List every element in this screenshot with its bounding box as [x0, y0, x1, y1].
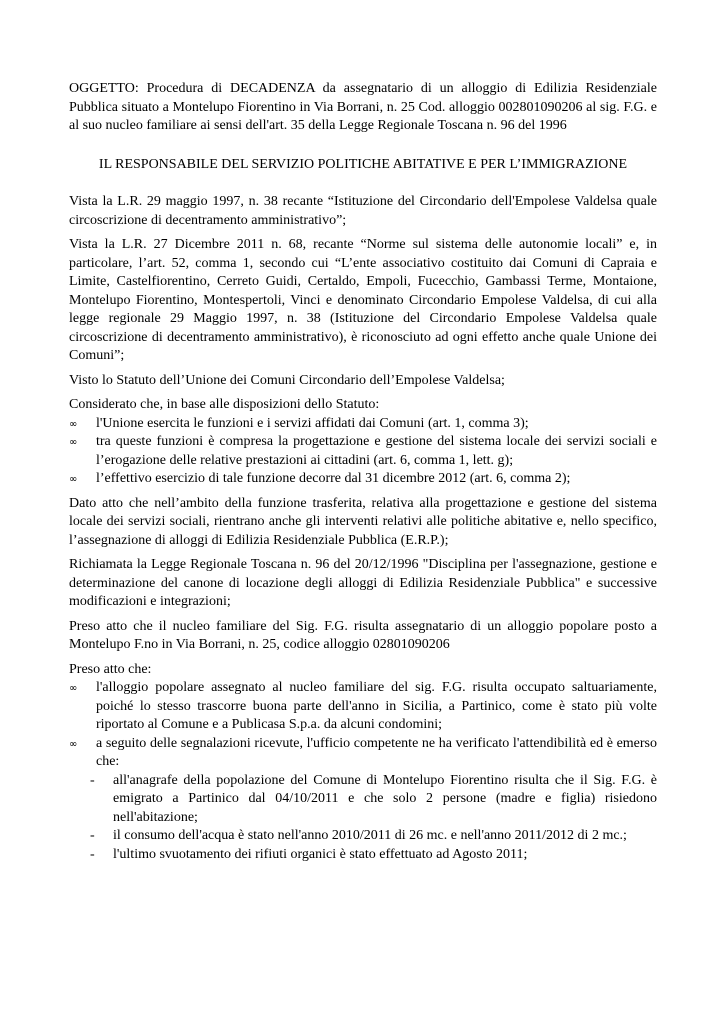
paragraph-richiamata: Richiamata la Legge Regionale Toscana n. 96 del 20/12/1996 "Disciplina per l'assegnazione, gestione e determinazione del canone di locazione degli alloggi di Edilizia Residenziale Pubblica" e successive modificazioni e integrazioni;	[69, 557, 657, 609]
sublist-item	[69, 846, 657, 865]
paragraph-lr-2011: Vista la L.R. 27 Dicembre 2011 n. 68, recante “Norme sul sistema delle autonomie locali” e, in particolare, l’art. 52, comma 1, secondo cui “L’ente associativo costituito dai Comuni di Capraia e Limite, Castelfiorentino, Cerreto Guidi, Certaldo, Empoli, Fucecchio, Gambassi Terme, Montaione, Montelupo Fiorentino, Montespertoli, Vinci e denominato Circondario Empolese Valdelsa, di cui alla legge regionale 29 Maggio 1997, n. 38 (Istituzione del Circondario Empolese Valdelsa quale circoscrizione di decentramento amministrativo), è riconosciuto ad ogni effetto anche quale Unione dei Comuni”;	[69, 237, 657, 363]
list-item	[69, 735, 657, 865]
list-item	[69, 679, 657, 735]
dash-bullet: -	[90, 846, 95, 862]
paragraph-preso-atto: Preso atto che:	[69, 661, 152, 677]
list-item-text: l'alloggio popolare assegnato al nucleo familiare del sig. F.G. risulta occupato saltuariamente, poiché lo stesso trascorre buona parte dell'anno in Sicilia, a Partinico, come è stato più volte riportato al Comune e a Publicasa S.p.a. da alcuni condomini;	[96, 680, 657, 732]
sublist-item	[69, 772, 657, 828]
infinity-bullet-icon: ∞	[69, 418, 78, 430]
paragraph-dato-atto: Dato atto che nell’ambito della funzione trasferita, relativa alla progettazione e gestione del sistema locale dei servizi sociali, rientrano anche gli interventi relativi alle politiche abitative e, nello specifico, l’assegnazione di alloggi di Edilizia Residenziale Pubblica (E.R.P.);	[69, 495, 657, 548]
document-page	[69, 80, 657, 870]
infinity-bullet-icon: ∞	[69, 437, 78, 448]
statuto-list	[69, 415, 657, 489]
list-item	[69, 415, 657, 434]
list-item-text: l'Unione esercita le funzioni e i servizi affidati dai Comuni (art. 1, comma 3);	[96, 415, 529, 431]
verification-sublist	[69, 772, 657, 865]
infinity-bullet-icon: ∞	[69, 738, 78, 750]
infinity-bullet-icon: ∞	[69, 474, 78, 485]
sublist-item-text: l'ultimo svuotamento dei rifiuti organici è stato effettuato ad Agosto 2011;	[113, 846, 528, 862]
sublist-item-text: all'anagrafe della popolazione del Comune di Montelupo Fiorentino risulta che il Sig. F.G. è emigrato a Partinico dal 04/10/2011 e che solo 2 persone (madre e figlia) risiedono nell'abitazione;	[113, 772, 657, 825]
paragraph-considerato: Considerato che, in base alle disposizioni dello Statuto:	[69, 397, 380, 412]
dash-bullet: -	[90, 772, 95, 788]
list-item-text: a seguito delle segnalazioni ricevute, l'ufficio competente ne ha verificato l'attendibilità ed è emerso che:	[96, 735, 657, 769]
findings-list	[69, 679, 657, 864]
dash-bullet: -	[90, 828, 95, 843]
infinity-bullet-icon: ∞	[69, 683, 78, 694]
list-item	[69, 433, 657, 470]
paragraph-lr-1997: Vista la L.R. 29 maggio 1997, n. 38 recante “Istituzione del Circondario dell'Empolese Valdelsa quale circoscrizione di decentramento amministrativo”;	[69, 194, 657, 228]
list-item-text: l’effettivo esercizio di tale funzione decorre dal 31 dicembre 2012 (art. 6, comma 2);	[96, 471, 571, 486]
document-heading: IL RESPONSABILE DEL SERVIZIO POLITICHE ABITATIVE E PER L’IMMIGRAZIONE	[98, 156, 628, 172]
list-item	[69, 470, 657, 489]
subject-paragraph: OGGETTO: Procedura di DECADENZA da assegnatario di un alloggio di Edilizia Residenziale Pubblica situato a Montelupo Fiorentino in Via Borrani, n. 25 Cod. alloggio 002801090206 al sig. F.G. e al suo nucleo familiare ai sensi dell'art. 35 della Legge Regionale Toscana n. 96 del 1996	[69, 81, 657, 133]
paragraph-statuto: Visto lo Statuto dell’Unione dei Comuni Circondario dell’Empolese Valdelsa;	[69, 372, 505, 388]
sublist-item	[69, 827, 657, 846]
sublist-item-text: il consumo dell'acqua è stato nell'anno 2010/2011 di 26 mc. e nell'anno 2011/2012 di 2 mc.;	[113, 828, 627, 843]
paragraph-preso-atto-nucleo: Preso atto che il nucleo familiare del Sig. F.G. risulta assegnatario di un alloggio popolare posto a Montelupo F.no in Via Borrani, n. 25, codice alloggio 02801090206	[69, 618, 657, 652]
list-item-text: tra queste funzioni è compresa la progettazione e gestione del sistema locale dei servizi sociali e l’erogazione delle relative prestazioni ai cittadini (art. 6, comma 1, lett. g);	[96, 434, 657, 468]
